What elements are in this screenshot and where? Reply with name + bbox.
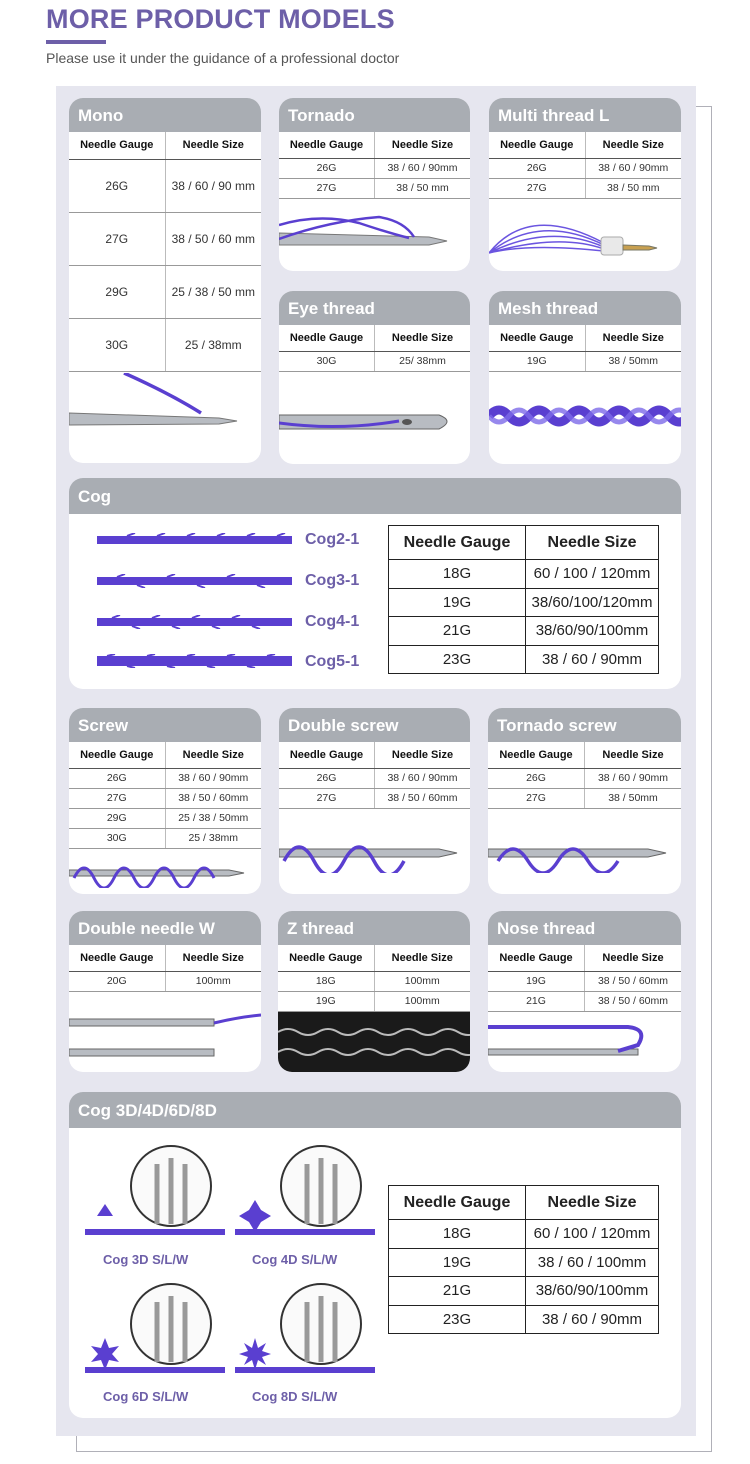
gauge-cell: 29G: [69, 808, 165, 828]
col-size-header: Needle Size: [165, 945, 261, 971]
spec-table: [489, 132, 681, 199]
col-gauge-header: Needle Gauge: [488, 945, 585, 971]
size-cell: 38/60/90/100mm: [526, 1277, 659, 1306]
col-size-header: Needle Size: [375, 742, 471, 768]
size-cell: 38/60/90/100mm: [526, 617, 659, 646]
col-size-header: Needle Size: [374, 945, 470, 971]
gauge-cell: 26G: [279, 158, 375, 178]
card-multi-thread-l: [489, 98, 681, 271]
size-cell: 38 / 60 / 90mm: [526, 645, 659, 674]
col-size-header: Needle Size: [585, 132, 681, 158]
col-gauge-header: Needle Gauge: [389, 1186, 526, 1220]
size-cell: 38 / 60 / 90mm: [375, 768, 471, 788]
card-cog: [69, 478, 681, 689]
multi-thread-image: [489, 203, 681, 263]
card-title: Z thread: [278, 911, 470, 945]
cog-3d-image: [85, 1144, 225, 1244]
card-title: Tornado screw: [488, 708, 681, 742]
size-cell: 100mm: [165, 971, 261, 991]
eye-thread-image: [279, 391, 470, 461]
spec-table: [488, 742, 681, 809]
size-cell: 38/60/100/120mm: [526, 588, 659, 617]
spec-table: [279, 325, 470, 372]
gauge-cell: 18G: [389, 1220, 526, 1249]
col-size-header: Needle Size: [585, 945, 682, 971]
size-cell: 38 / 60 / 100mm: [526, 1248, 659, 1277]
gauge-cell: 19G: [389, 588, 526, 617]
gauge-cell: 23G: [389, 1305, 526, 1334]
mesh-thread-image: [489, 396, 681, 436]
size-cell: 60 / 100 / 120mm: [526, 560, 659, 589]
size-cell: 25 / 38 / 50mm: [165, 808, 261, 828]
gauge-cell: 18G: [278, 971, 374, 991]
page-title: MORE PRODUCT MODELS: [46, 4, 395, 34]
gauge-cell: 26G: [69, 159, 165, 212]
cog2-thread-image: [97, 533, 292, 547]
cog-label: Cog5-1: [305, 653, 360, 670]
nose-thread-image: [488, 1015, 681, 1065]
spec-table: [69, 945, 261, 992]
cog-3d-label: Cog 3D S/L/W: [103, 1252, 189, 1267]
cog-label: Cog4-1: [305, 613, 360, 630]
card-title: Double screw: [279, 708, 470, 742]
col-gauge-header: Needle Gauge: [279, 325, 375, 351]
size-cell: 38 / 50 / 60mm: [585, 991, 682, 1011]
size-cell: 38 / 50 / 60mm: [585, 971, 682, 991]
cog-spec-table: [388, 525, 659, 674]
card-z-thread: [278, 911, 470, 1072]
card-title: Cog: [69, 478, 681, 514]
size-cell: 38 / 50 / 60mm: [165, 788, 261, 808]
gauge-cell: 23G: [389, 645, 526, 674]
size-cell: 38 / 50 / 60 mm: [165, 212, 261, 265]
spec-table: [489, 325, 681, 372]
cog-6d-label: Cog 6D S/L/W: [103, 1389, 189, 1404]
gauge-cell: 27G: [69, 212, 165, 265]
cog-4d-image: [235, 1144, 375, 1244]
gauge-cell: 26G: [488, 768, 585, 788]
card-cog-3d: [69, 1092, 681, 1418]
spec-table: [69, 132, 261, 372]
tornado-needle-image: [279, 203, 470, 263]
size-cell: 38 / 50 / 60mm: [375, 788, 471, 808]
gauge-cell: 27G: [69, 788, 165, 808]
cog-8d-label: Cog 8D S/L/W: [252, 1389, 338, 1404]
card-double-needle-w: [69, 911, 261, 1072]
mono-needle-image: [69, 373, 261, 463]
gauge-cell: 26G: [489, 158, 585, 178]
gauge-cell: 27G: [489, 178, 585, 198]
spec-table: [488, 945, 681, 1012]
gauge-cell: 19G: [278, 991, 374, 1011]
card-screw: [69, 708, 261, 894]
col-gauge-header: Needle Gauge: [278, 945, 374, 971]
gauge-cell: 21G: [389, 617, 526, 646]
col-size-header: Needle Size: [585, 325, 681, 351]
size-cell: 38 / 60 / 90mm: [526, 1305, 659, 1334]
double-needle-image: [69, 1011, 261, 1061]
cog5-thread-image: [97, 654, 292, 668]
double-screw-needle-image: [279, 833, 470, 873]
gauge-cell: 27G: [488, 788, 585, 808]
col-size-header: Needle Size: [165, 742, 261, 768]
size-cell: 25 / 38mm: [165, 318, 261, 371]
card-title: Nose thread: [488, 911, 681, 945]
gauge-cell: 29G: [69, 265, 165, 318]
spec-table: [69, 742, 261, 849]
card-title: Screw: [69, 708, 261, 742]
gauge-cell: 19G: [489, 351, 585, 371]
gauge-cell: 26G: [279, 768, 375, 788]
card-title: Mono: [69, 98, 261, 132]
gauge-cell: 21G: [488, 991, 585, 1011]
cog3-thread-image: [97, 574, 292, 588]
z-thread-image: [278, 1012, 470, 1072]
size-cell: 38 / 60 / 90mm: [585, 768, 682, 788]
gauge-cell: 30G: [69, 318, 165, 371]
size-cell: 38 / 60 / 90mm: [375, 158, 471, 178]
spec-table: [278, 945, 470, 1012]
size-cell: 25 / 38 / 50 mm: [165, 265, 261, 318]
card-title: Multi thread L: [489, 98, 681, 132]
col-gauge-header: Needle Gauge: [489, 132, 585, 158]
cog-label: Cog3-1: [305, 572, 360, 589]
size-cell: 38 / 50mm: [585, 351, 681, 371]
gauge-cell: 30G: [279, 351, 375, 371]
card-title: Mesh thread: [489, 291, 681, 325]
card-tornado: [279, 98, 470, 271]
gauge-cell: 21G: [389, 1277, 526, 1306]
cog4-thread-image: [97, 615, 292, 629]
cog-6d-image: [85, 1282, 225, 1382]
cog-3d-spec-table: [388, 1185, 659, 1334]
col-gauge-header: Needle Gauge: [389, 526, 526, 560]
col-gauge-header: Needle Gauge: [279, 742, 375, 768]
card-title: Double needle W: [69, 911, 261, 945]
cog-label: Cog2-1: [305, 531, 360, 548]
cog-4d-label: Cog 4D S/L/W: [252, 1252, 338, 1267]
spec-table: [279, 132, 470, 199]
col-gauge-header: Needle Gauge: [489, 325, 585, 351]
size-cell: 100mm: [374, 971, 470, 991]
gauge-cell: 18G: [389, 560, 526, 589]
col-size-header: Needle Size: [375, 325, 471, 351]
gauge-cell: 26G: [69, 768, 165, 788]
card-title: Cog 3D/4D/6D/8D: [69, 1092, 681, 1128]
card-mesh-thread: [489, 291, 681, 464]
gauge-cell: 30G: [69, 828, 165, 848]
col-gauge-header: Needle Gauge: [279, 132, 375, 158]
gauge-cell: 19G: [389, 1248, 526, 1277]
col-size-header: Needle Size: [585, 742, 682, 768]
col-size-header: Needle Size: [526, 526, 659, 560]
spec-table: [279, 742, 470, 809]
size-cell: 38 / 50 mm: [585, 178, 681, 198]
col-gauge-header: Needle Gauge: [69, 132, 165, 159]
card-title: Tornado: [279, 98, 470, 132]
col-gauge-header: Needle Gauge: [488, 742, 585, 768]
gauge-cell: 27G: [279, 178, 375, 198]
col-size-header: Needle Size: [165, 132, 261, 159]
size-cell: 38 / 50 mm: [375, 178, 471, 198]
cog-8d-image: [235, 1282, 375, 1382]
card-mono: [69, 98, 261, 463]
card-tornado-screw: [488, 708, 681, 894]
size-cell: 38 / 50mm: [585, 788, 682, 808]
screw-needle-image: [69, 858, 261, 888]
size-cell: 100mm: [374, 991, 470, 1011]
size-cell: 25/ 38mm: [375, 351, 471, 371]
size-cell: 25 / 38mm: [165, 828, 261, 848]
page-subtitle: Please use it under the guidance of a professional doctor: [46, 50, 400, 66]
tornado-screw-needle-image: [488, 833, 681, 873]
card-nose-thread: [488, 911, 681, 1072]
size-cell: 38 / 60 / 90 mm: [165, 159, 261, 212]
gauge-cell: 27G: [279, 788, 375, 808]
col-size-header: Needle Size: [375, 132, 471, 158]
card-double-screw: [279, 708, 470, 894]
gauge-cell: 20G: [69, 971, 165, 991]
card-eye-thread: [279, 291, 470, 464]
col-gauge-header: Needle Gauge: [69, 945, 165, 971]
card-title: Eye thread: [279, 291, 470, 325]
col-size-header: Needle Size: [526, 1186, 659, 1220]
title-underline: [46, 40, 106, 44]
size-cell: 60 / 100 / 120mm: [526, 1220, 659, 1249]
size-cell: 38 / 60 / 90mm: [585, 158, 681, 178]
size-cell: 38 / 60 / 90mm: [165, 768, 261, 788]
gauge-cell: 19G: [488, 971, 585, 991]
col-gauge-header: Needle Gauge: [69, 742, 165, 768]
